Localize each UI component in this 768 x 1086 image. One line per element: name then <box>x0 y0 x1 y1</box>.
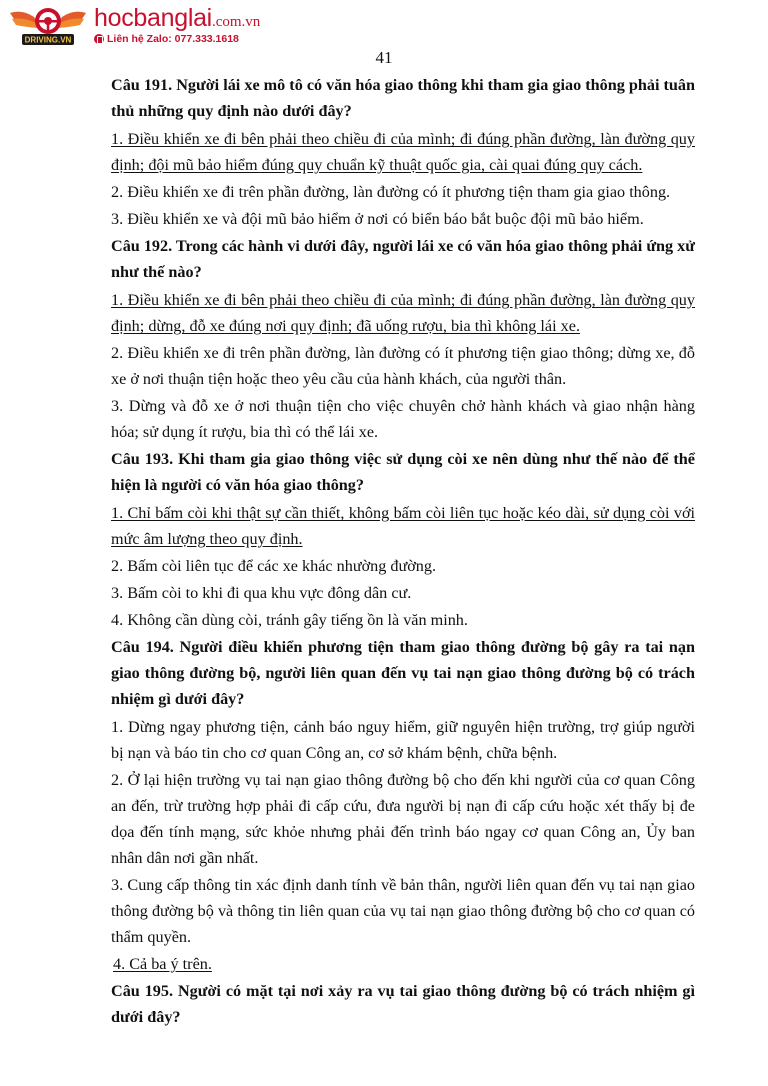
answer-option: 2. Bấm còi liên tục để các xe khác nhường đường. <box>111 557 437 575</box>
answer-correct: 1. Điều khiển xe đi bên phải theo chiều đi của mình; đi đúng phần đường, làn đường quy định; đội mũ bảo hiểm đúng quy chuẩn kỹ thuật quốc gia, cài quai đúng quy cách. <box>111 130 695 174</box>
question-title: Câu 191. Người lái xe mô tô có văn hóa giao thông khi tham gia giao thông phải tuân thủ những quy định nào dưới đây? <box>111 76 695 120</box>
question-title: Câu 192. Trong các hành vi dưới đây, người lái xe có văn hóa giao thông phải ứng xử như thế nào? <box>111 237 695 281</box>
brand-block <box>94 3 261 45</box>
logo-text: DRIVING.VN <box>24 35 72 45</box>
contact-line <box>94 34 260 45</box>
answer-option: 2. Điều khiển xe đi trên phần đường, làn đường có ít phương tiện tham gia giao thông. <box>111 183 671 201</box>
answer-option: 3. Điều khiển xe và đội mũ bảo hiểm ở nơi có biển báo bắt buộc đội mũ bảo hiểm. <box>111 210 644 228</box>
answer-option: 3. Cung cấp thông tin xác định danh tính về bản thân, người liên quan đến vụ tai nạn giao thông đường bộ và thông tin liên quan của vụ tai nạn giao thông đường bộ cho cơ quan có thẩm quyền. <box>111 876 695 946</box>
question-title: Câu 193. Khi tham gia giao thông việc sử dụng còi xe nên dùng như thế nào để thể hiện là người có văn hóa giao thông? <box>111 450 695 494</box>
brand-suffix: .com.vn <box>211 13 261 30</box>
page-content <box>111 72 695 1030</box>
phone-icon <box>94 34 104 44</box>
answer-option: 1. Dừng ngay phương tiện, cảnh báo nguy hiểm, giữ nguyên hiện trường, trợ giúp người bị nạn và báo tin cho cơ quan Công an, cơ sở khám bệnh, chữa bệnh. <box>111 718 695 762</box>
answer-correct: 4. Cả ba ý trên. <box>113 955 212 973</box>
answer-option: 3. Dừng và đỗ xe ở nơi thuận tiện cho việc chuyên chở hành khách và giao nhận hàng hóa; sử dụng ít rượu, bia thì có thể lái xe. <box>111 397 695 441</box>
answer-option: 3. Bấm còi to khi đi qua khu vực đông dân cư. <box>111 584 412 602</box>
answer-correct: 1. Điều khiển xe đi bên phải theo chiều đi của mình; đi đúng phần đường, làn đường quy định; dừng, đỗ xe đúng nơi quy định; đã uống rượu, bia thì không lái xe. <box>111 291 695 335</box>
answer-correct: 1. Chỉ bấm còi khi thật sự cần thiết, không bấm còi liên tục hoặc kéo dài, sử dụng còi với mức âm lượng theo quy định. <box>111 504 695 548</box>
question-title: Câu 194. Người điều khiển phương tiện tham giao thông đường bộ gây ra tai nạn giao thông đường bộ, người liên quan đến vụ tai nạn giao thông đường bộ có trách nhiệm gì dưới đây? <box>111 638 695 708</box>
brand-name[interactable] <box>94 3 261 32</box>
answer-option: 2. Ở lại hiện trường vụ tai nạn giao thông đường bộ cho đến khi người của cơ quan Công an đến, trừ trường hợp phải đi cấp cứu, đưa người bị nạn đi cấp cứu hoặc xét thấy bị đe dọa đến tính mạng, sức khỏe nhưng phải đến trình báo ngay cơ quan Công an, Ủy ban nhân dân nơi gần nhất. <box>111 771 695 867</box>
question-title: Câu 195. Người có mặt tại nơi xảy ra vụ tai giao thông đường bộ có trách nhiệm gì dưới đây? <box>111 982 695 1026</box>
answer-option: 4. Không cần dùng còi, tránh gây tiếng ồn là văn minh. <box>111 611 468 629</box>
contact-text: Liên hệ Zalo: 077.333.1618 <box>107 32 239 45</box>
page-number: 41 <box>375 48 393 67</box>
site-header <box>8 2 308 48</box>
brand-prefix: hocbanglai <box>94 3 212 32</box>
steering-wheel-wings-logo <box>8 3 88 47</box>
answer-option: 2. Điều khiển xe đi trên phần đường, làn đường có ít phương tiện giao thông; dừng xe, đỗ xe ở nơi thuận tiện hoặc theo yêu cầu của hành khách, của người thân. <box>111 344 695 388</box>
